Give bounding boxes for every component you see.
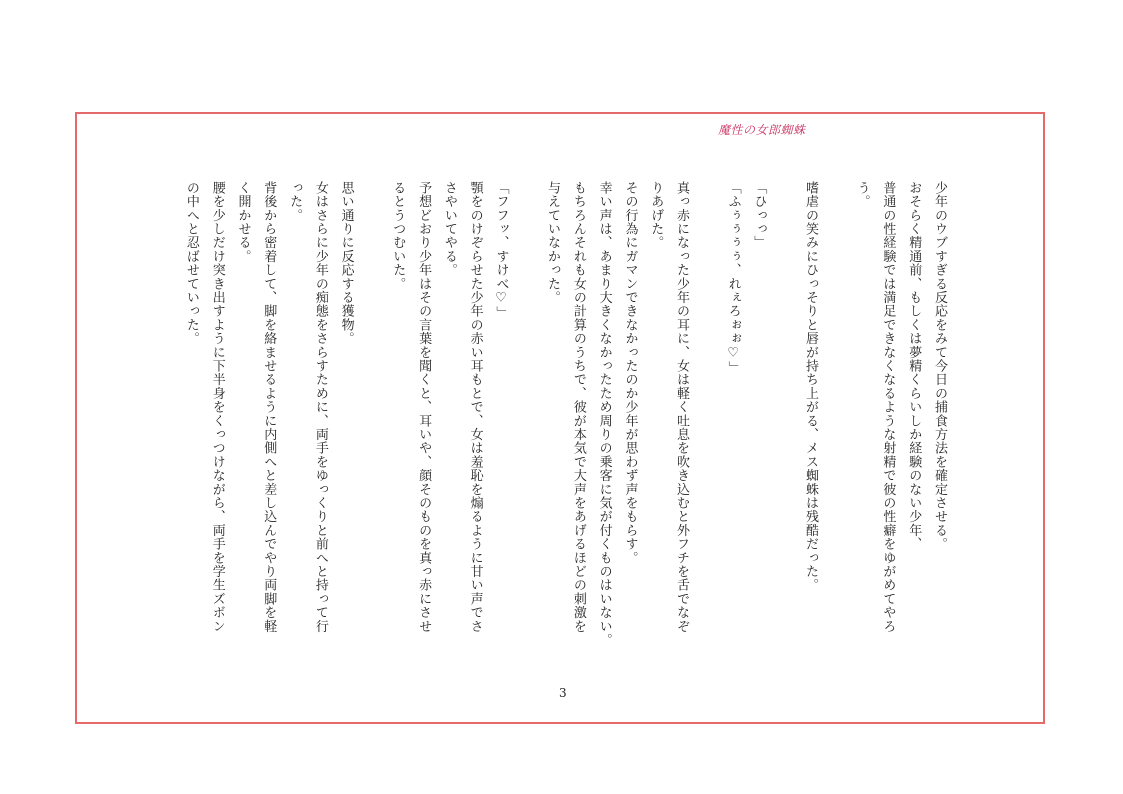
text-line: 女はさらに少年の痴態をさらすために、両手をゆっくりと前へと持って行 [312, 181, 328, 634]
text-line: 与えていなかった。 [545, 181, 561, 305]
text-line: う。 [854, 181, 870, 209]
blank-line [694, 181, 720, 676]
text-line: 嗜虐の笑みにひっそりと唇が持ち上がる、メス蜘蛛は残酷だった。 [803, 181, 819, 592]
text-line: 普通の性経験では満足できなくなるような射精で彼の性癖をゆがめてやろ [880, 181, 896, 634]
text-line: 「ふぅぅぅぅ、れぇろぉぉ♡」 [725, 181, 741, 375]
text-line: もちろんそれも女の計算のうちで、彼が本気で大声をあげるほどの刺激を [570, 181, 586, 634]
text-line: 「フフッ、すけべ♡」 [493, 181, 509, 320]
text-line: 予想どおり少年はその言葉を聞くと、耳いや、顔そのものを真っ赤にさせ [416, 181, 432, 634]
text-line: 真っ赤になった少年の耳に、女は軽く吐息を吹き込むと外フチを舌でなぞ [674, 181, 690, 634]
blank-line [771, 181, 797, 676]
text-line: りあげた。 [648, 181, 664, 250]
blank-line [359, 181, 385, 676]
text-line: く開かせる。 [235, 181, 251, 264]
vertical-text-body [162, 181, 952, 676]
text-line: 背後から密着して、脚を絡ませるように内側へと差し込んでやり両脚を軽 [261, 181, 277, 634]
page-number: 3 [559, 686, 567, 700]
text-line: さやいてやる。 [441, 181, 457, 277]
text-line: った。 [287, 181, 303, 223]
text-line: 少年のウブすぎる反応をみて今日の捕食方法を確定させる。 [932, 181, 947, 551]
text-line: その行為にガマンできなかったのか少年が思わず声をもらす。 [622, 181, 638, 565]
text-line: 「ひっっ」 [751, 181, 767, 250]
running-header-title: 魔性の女郎蜘蛛 [718, 123, 806, 137]
text-line: 腰を少しだけ突き出すように下半身をくっつけながら、両手を学生ズボン [209, 181, 225, 634]
text-line: 顎をのけぞらせた少年の赤い耳もとで、女は羞恥を煽るように甘い声でさ [467, 181, 483, 634]
text-line: 思い通りに反応する獲物。 [338, 181, 354, 346]
text-line: 幸い声は、あまり大きくなかったため周りの乗客に気が付くものはいない。 [596, 181, 612, 647]
text-line: おそらく精通前、もしくは夢精くらいしか経験のない少年、 [906, 181, 922, 551]
blank-line [823, 181, 849, 676]
blank-line [513, 181, 539, 676]
text-line: るとうつむいた。 [390, 181, 406, 291]
text-line: の中へと忍ばせていった。 [183, 181, 199, 346]
